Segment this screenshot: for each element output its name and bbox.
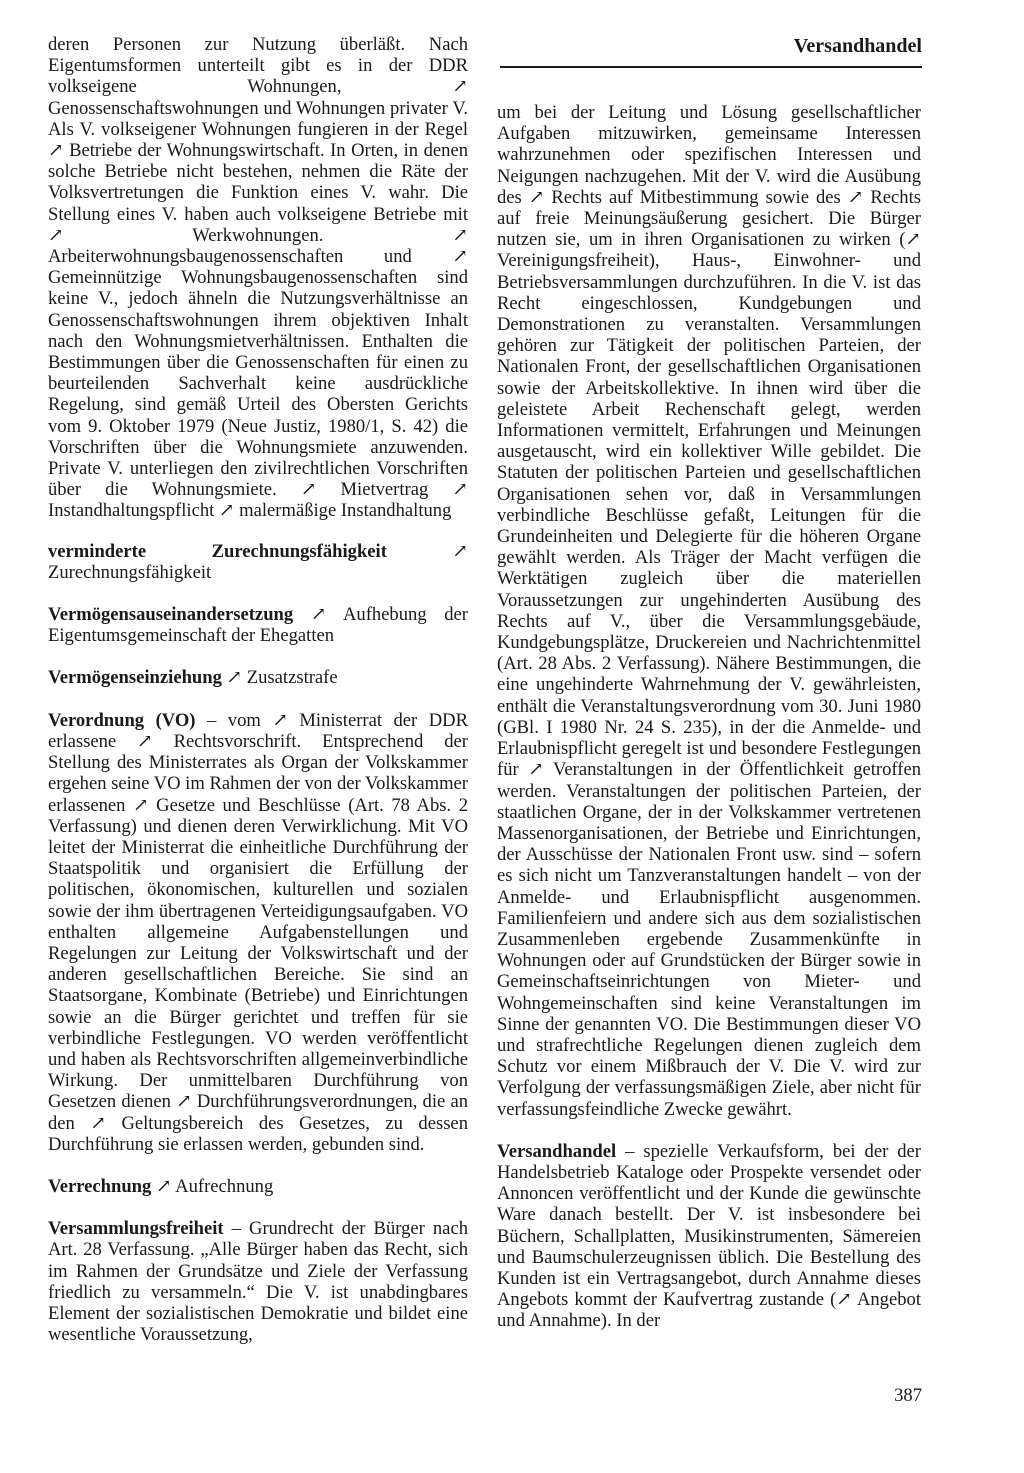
entry-versammlungsfreiheit — [48, 1218, 468, 1345]
running-head: Versandhandel — [793, 35, 922, 57]
entry-verminderte-zurechnungsfaehigkeit — [48, 541, 468, 583]
entry-text: ↗ Zurechnungsfähigkeit — [48, 540, 468, 583]
entry-headword: Vermögenseinziehung — [48, 667, 222, 689]
entry-text: um bei der Leitung und Lösung gesellschaftlicher Aufgaben mitzuwirken, gemeinsame Interessen wahrzunehmen oder spezifischen Interessen und Neigungen nachzugehen. Mit der V. wird die Ausübung des ↗ Rechts auf Mitbestimmung sowie des ↗ Rechts auf freie Meinungsäußerung gesichert. Die Bürger nutzen sie, um in ihren Organisationen zu wirken (↗ Vereinigungsfreiheit), Haus-, Einwohner- und Betriebsversammlungen durchzuführen. In die V. ist das Recht eingeschlossen, Kundgebungen und Demonstrationen zu veranstalten. Versammlungen gehören zur Tätigkeit der politischen Parteien, der Nationalen Front, der gesellschaftlichen Organisationen sowie der Arbeitskollektive. In ihnen wird über die geleistete Arbeit Rechenschaft gelegt, werden Informationen vermittelt, Erfahrungen und Meinungen ausgetauscht, wird ein kollektiver Wille gebildet. Die Statuten der politischen Parteien und gesellschaftlichen Organisationen sehen vor, daß in Versammlungen verbindliche Beschlüsse gefaßt, Leitungen für die Grundeinheiten und Delegierte für die höheren Organe gewählt werden. Als Träger der Macht verfügen die Werktätigen zugleich über die materiellen Voraussetzungen zur ungehinderten Ausübung des Rechts auf V., über die Versammlungsgebäude, Kundgebungsplätze, Druckereien und Nachrichtenmittel (Art. 28 Abs. 2 Verfassung). Nähere Bestimmungen, die eine ungehinderte Wahrnehmung der V. gewährleisten, enthält die Veranstaltungsverordnung vom 30. Juni 1980 (GBl. I 1980 Nr. 24 S. 235), in der die Anmelde- und Erlaubnispflicht geregelt ist und besondere Festlegungen für ↗ Veranstaltungen in der Öffentlichkeit getroffen werden. Veranstaltungen der politischen Parteien, der staatlichen Organe, der in der Volkskammer vertretenen Massenorganisationen, der Betriebe und Einrichtungen, der Ausschüsse der Nationalen Front usw. sind – sofern es sich nicht um Tanzveranstaltungen handelt – von der Anmelde- und Erlaubnispflicht ausgenommen. Familienfeiern und andere sich aus dem sozialistischen Zusammenleben ergebende Zusammenkünfte in Wohnungen oder auf Grundstücken der Bürger sowie in Gemeinschaftseinrichtungen von Mieter- und Wohngemeinschaften sind keine Veranstaltungen im Sinne der genannten VO. Die Bestimmungen dieser VO und strafrechtliche Regelungen dienen zugleich dem Schutz vor einem Mißbrauch der V. Die V. wird zur Verfolgung der verfassungsmäßigen Ziele, aber nicht für verfassungsfeindliche Zwecke gewährt. — [497, 102, 921, 1120]
entry-headword: Verordnung (VO) — [48, 709, 196, 731]
entry-headword: Vermögensauseinandersetzung — [48, 604, 294, 626]
entry-text: deren Personen zur Nutzung überläßt. Nach Eigentumsformen unterteilt gibt es in der DDR volkseigene Wohnungen, ↗ Genossenschaftswohnungen und Wohnungen privater V. Als V. volkseigener Wohnungen fungieren in der Regel ↗ Betriebe der Wohnungswirtschaft. In Orten, in denen solche Betriebe nicht bestehen, nehmen die Räte der Volksvertretungen die Funktion eines V. wahr. Die Stellung eines V. haben auch volkseigene Betriebe mit ↗ Werkwohnungen. ↗ Arbeiterwohnungsbaugenossenschaften und ↗ Gemeinnützige Wohnungsbaugenossenschaften sind keine V., jedoch ähneln die Nutzungsverhältnisse an Genossenschaftswohnungen ihrem objektiven Inhalt nach den Wohnungsmietverhältnissen. Enthalten die Bestimmungen über die Genossenschaften für einen zu beurteilenden Sachverhalt keine ausdrückliche Regelung, sind gemäß Urteil des Obersten Gerichts vom 9. Oktober 1979 (Neue Justiz, 1980/1, S. 42) die Vorschriften über die Wohnungsmiete anzuwenden. Private V. unterliegen den zivilrechtlichen Vorschriften über die Wohnungsmiete. ↗ Mietvertrag ↗ Instandhaltungspflicht ↗ malermäßige Instandhaltung — [48, 34, 468, 522]
entry-headword: Verrechnung — [48, 1175, 152, 1197]
entry-vermoegensauseinandersetzung — [48, 604, 468, 646]
entry-text: – spezielle Verkaufsform, bei der der Handelsbetrieb Kataloge oder Prospekte versendet oder Annoncen veröffentlicht und der Kunde die gewünschte Ware danach bestellt. Der V. ist insbesondere bei Büchern, Schallplatten, Musikinstrumenten, Sämereien und Baumschulerzeugnissen üblich. Die Bestellung des Kunden ist ein Vertragsangebot, durch Annahme dieses Angebots kommt der Kaufvertrag zustande (↗ Angebot und Annahme). In der — [497, 1140, 921, 1332]
entry-verordnung — [48, 710, 468, 1155]
entry-continuation-vermieter — [48, 34, 468, 522]
entry-text: ↗ Zusatzstrafe — [221, 667, 338, 689]
entry-headword: Versandhandel — [497, 1140, 617, 1162]
entry-text: ↗ Aufhebung der Eigentumsgemeinschaft der Ehegatten — [48, 604, 468, 647]
entry-headword: Versammlungsfreiheit — [48, 1218, 224, 1240]
entry-text: ↗ Aufrechnung — [151, 1175, 274, 1197]
page-number: 387 — [894, 1385, 922, 1406]
entry-vermoegenseinziehung — [48, 667, 468, 688]
entry-versandhandel — [497, 1141, 921, 1332]
left-column — [48, 34, 468, 1345]
entry-headword: verminderte Zurechnungsfähigkeit — [48, 540, 387, 562]
entry-text: – Grundrecht der Bürger nach Art. 28 Verfassung. „Alle Bürger haben das Recht, sich im Rahmen der Grundsätze und Ziele der Verfassung friedlich zu versammeln.“ Die V. ist unabdingbares Element der sozialistischen Demokratie und bildet eine wesentliche Voraussetzung, — [48, 1218, 468, 1346]
header-rule — [500, 66, 922, 68]
entry-text: – vom ↗ Ministerrat der DDR erlassene ↗ Rechtsvorschrift. Entsprechend der Stellung des Ministerrates als Organ der Volkskammer ergehen seine VO im Rahmen der von der Volkskammer erlassenen ↗ Gesetze und Beschlüsse (Art. 78 Abs. 2 Verfassung) und dienen deren Verwirklichung. Mit VO leitet der Ministerrat die einheitliche Durchführung der Staatspolitik und organisiert die Erfüllung der politischen, ökonomischen, kulturellen und sozialen sowie der ihm übertragenen Verteidigungsaufgaben. VO enthalten allgemeine Aufgabenstellungen und Regelungen zur Leitung der Volkswirtschaft und der anderen gesellschaftlichen Bereiche. Sie sind an Staatsorgane, Kombinate (Betriebe) und Einrichtungen sowie an die Bürger gerichtet und treffen für sie verbindliche Festlegungen. VO werden veröffentlicht und haben als Rechtsvorschriften allgemeinverbindliche Wirkung. Der unmittelbaren Durchführung von Gesetzen dienen ↗ Durchführungsverordnungen, die an den ↗ Geltungsbereich des Gesetzes, zu dessen Durchführung sie erlassen werden, gebunden sind. — [48, 709, 468, 1155]
entry-continuation-versammlungsfreiheit — [497, 102, 921, 1120]
right-column — [497, 102, 921, 1332]
entry-verrechnung — [48, 1176, 468, 1197]
